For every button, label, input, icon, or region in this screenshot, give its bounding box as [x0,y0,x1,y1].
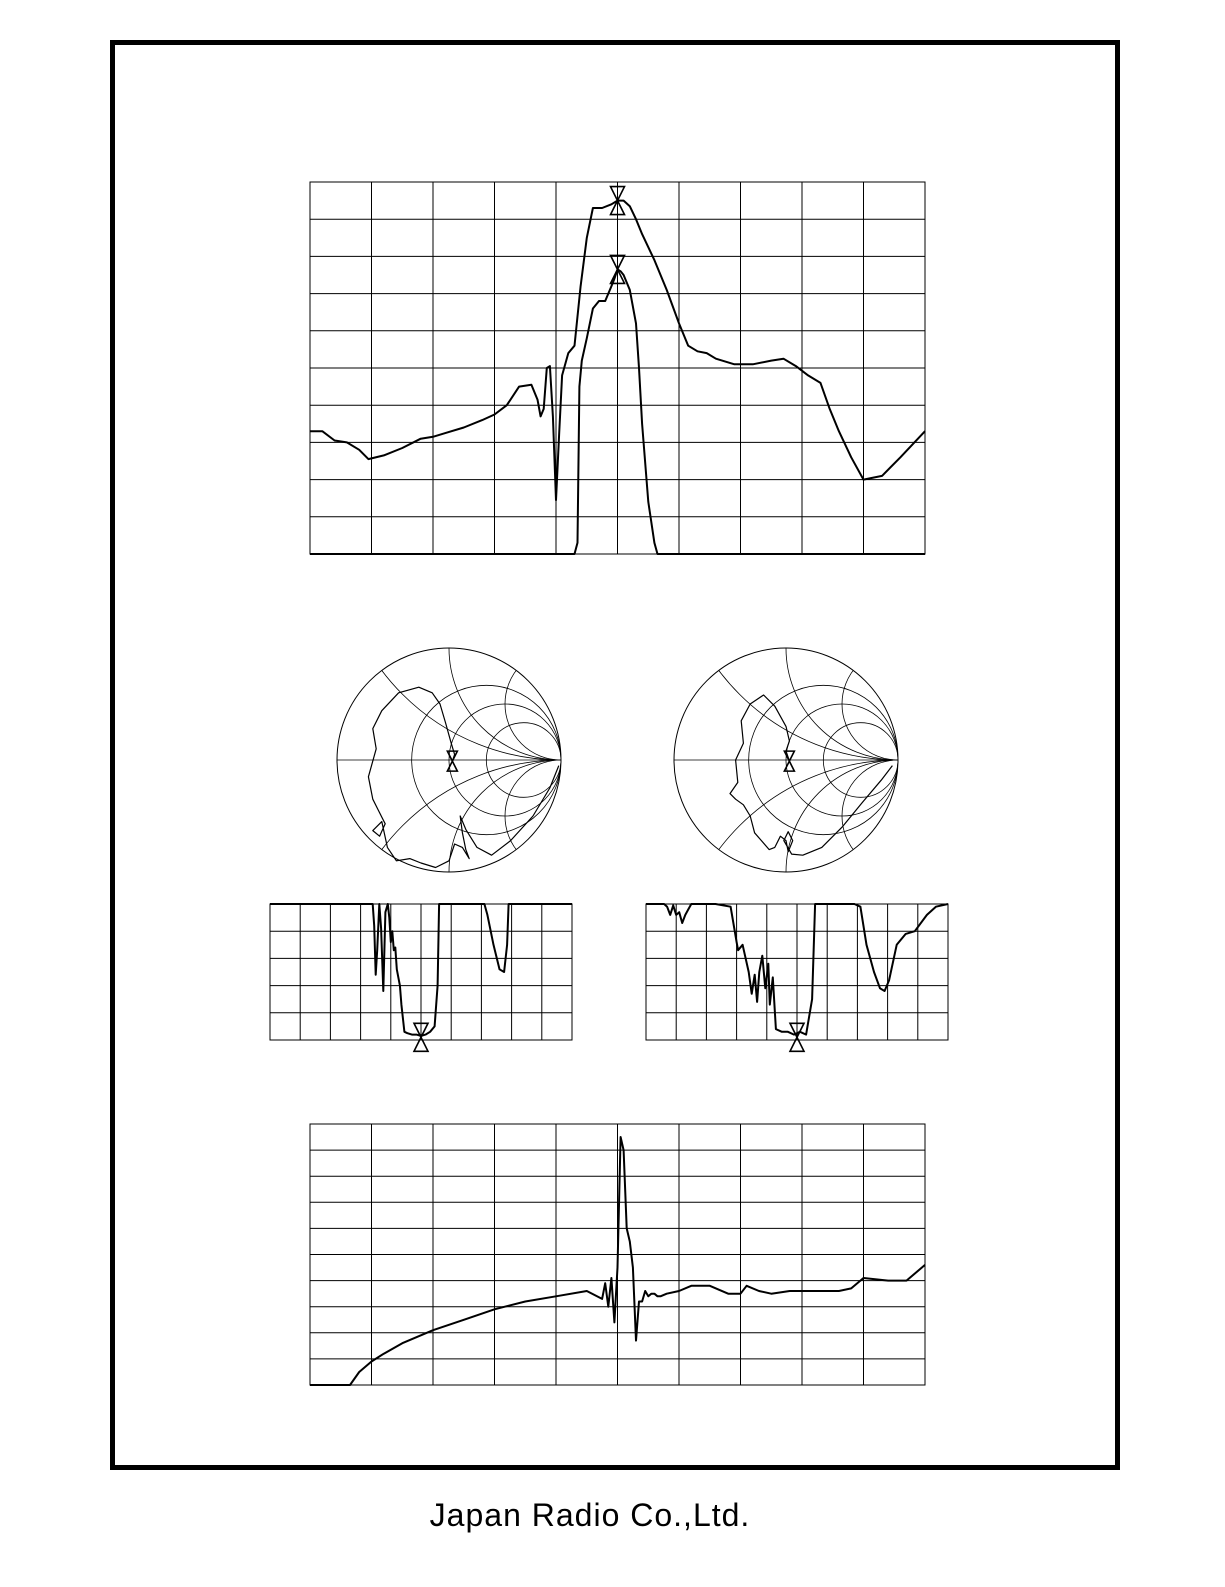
smith-chart-right-reactance-arc [786,536,1010,760]
smith-chart-right-reactance-arc [674,760,1122,1208]
smith-chart-left-reactance-arc [449,536,673,760]
group-delay-chart [310,1124,925,1385]
smith-chart-left-reactance-arc [337,760,785,1208]
smith-chart-left-reactance-arc [505,648,617,760]
smith-chart-right-reactance-arc [674,312,1122,760]
smith-chart-left-trace-0 [368,687,558,867]
cut-off-footer-line [0,1575,400,1587]
smith-chart-right-reactance-arc [842,760,954,872]
filter-response-chart [310,182,925,554]
return-loss-left-chart [270,904,572,1051]
smith-chart-left-reactance-arc [449,760,673,984]
smith-chart-right [674,312,1122,1208]
smith-chart-right-reactance-arc [786,760,1010,984]
smith-chart-left-reactance-arc [505,760,617,872]
smith-chart-right-reactance-arc [842,648,954,760]
return-loss-right-chart [646,904,948,1051]
company-name: Japan Radio Co.,Ltd. [429,1497,751,1533]
